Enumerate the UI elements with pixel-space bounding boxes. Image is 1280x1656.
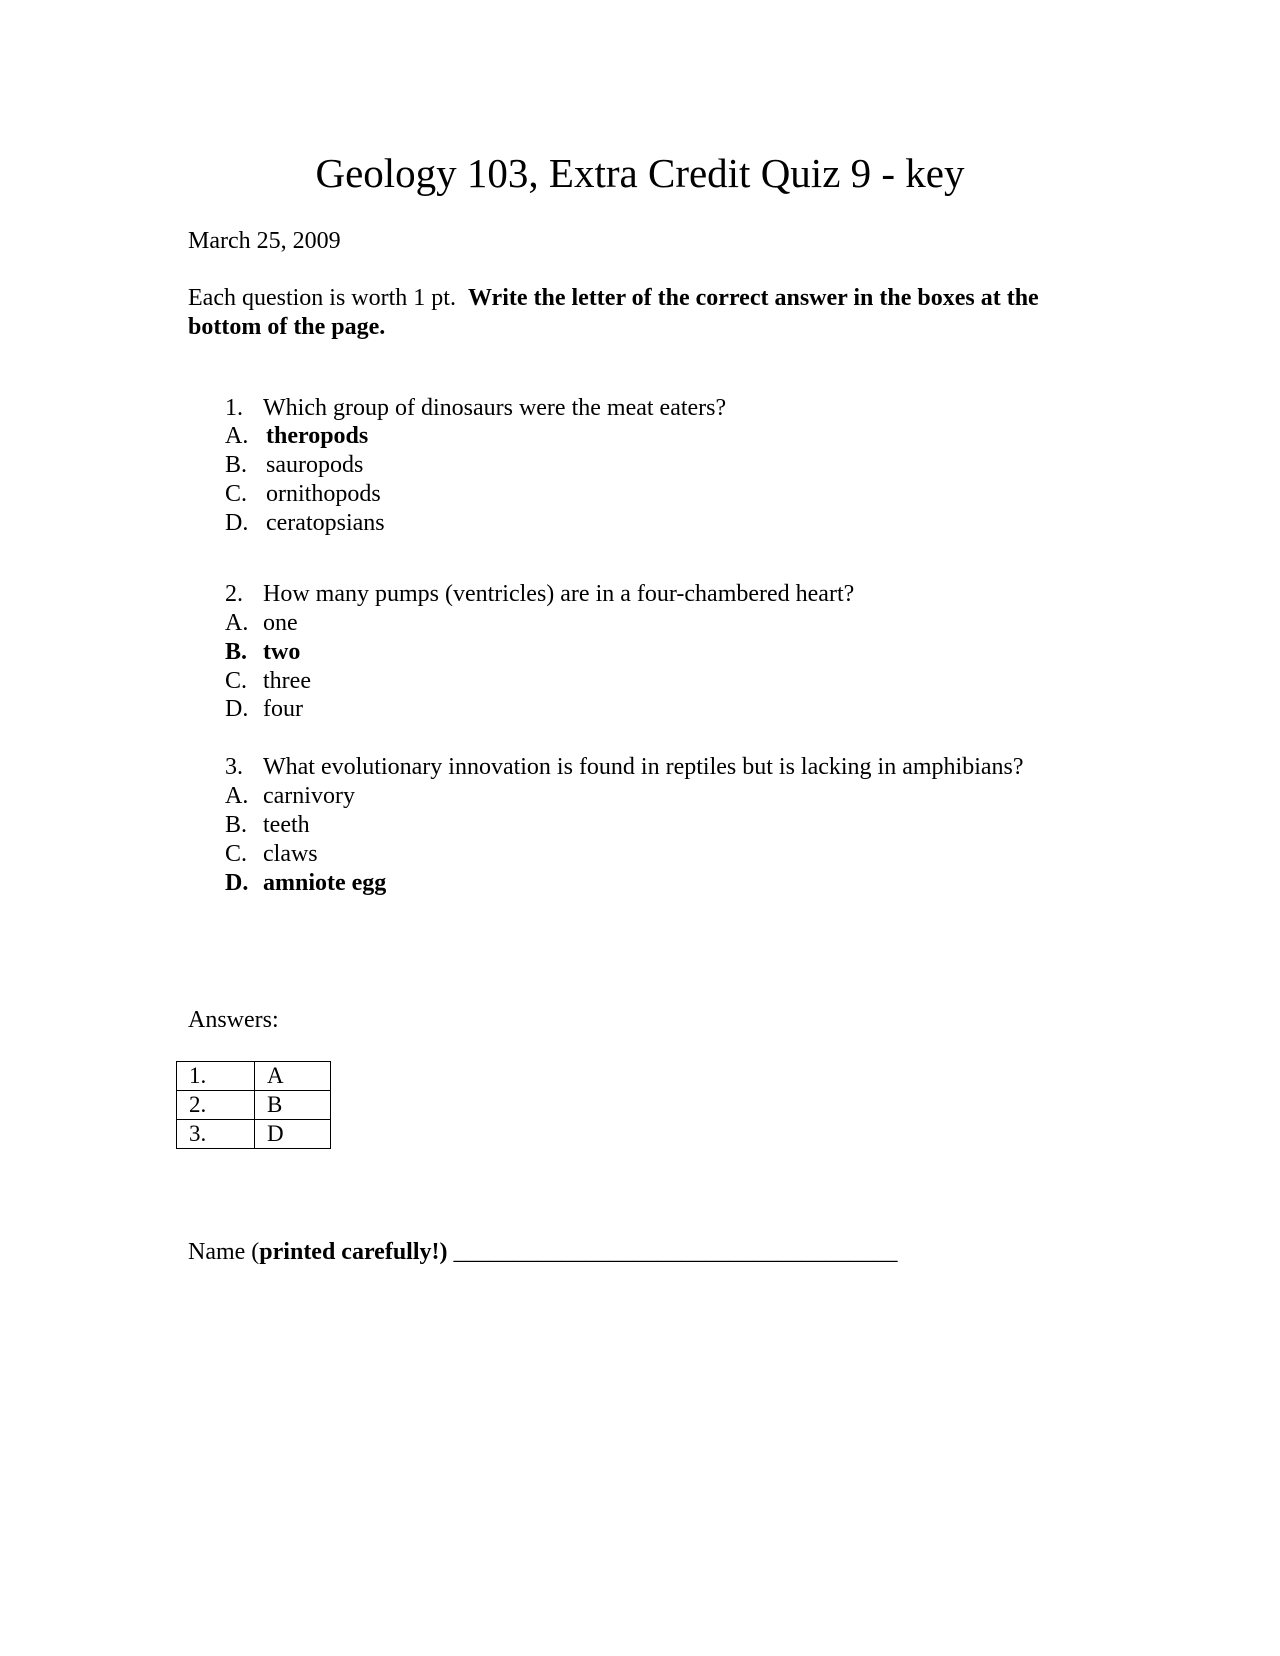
option-letter: A. — [225, 423, 249, 449]
question-3 — [225, 753, 1024, 781]
answers-table — [176, 1061, 331, 1149]
option-text: four — [263, 696, 303, 722]
option-text: claws — [263, 841, 318, 867]
question-1 — [225, 394, 726, 422]
option-1d — [225, 509, 385, 537]
name-line — [188, 1238, 898, 1266]
option-text: ceratopsians — [266, 510, 385, 536]
option-text: sauropods — [266, 452, 364, 478]
option-text: amniote egg — [263, 870, 387, 896]
table-row — [177, 1091, 331, 1120]
option-letter: B. — [225, 812, 248, 838]
instructions — [188, 284, 1108, 342]
option-text: theropods — [266, 423, 369, 449]
option-letter: C. — [225, 668, 248, 694]
answer-question-number: 2. — [177, 1091, 255, 1120]
question-number: 3. — [225, 754, 243, 780]
option-letter: B. — [225, 452, 248, 478]
option-letter: A. — [225, 610, 249, 636]
option-letter: D. — [225, 696, 249, 722]
name-label: Name ( — [188, 1239, 260, 1265]
question-number: 2. — [225, 581, 243, 607]
option-2a — [225, 609, 298, 637]
option-3d — [225, 869, 386, 897]
option-2c — [225, 667, 311, 695]
option-1c — [225, 480, 381, 508]
option-text: one — [263, 610, 298, 636]
answer-question-number: 3. — [177, 1120, 255, 1149]
option-text: teeth — [263, 812, 310, 838]
option-letter: B. — [225, 639, 248, 665]
option-1a — [225, 422, 368, 450]
option-1b — [225, 451, 363, 479]
option-text: three — [263, 668, 311, 694]
instructions-plain: Each question is worth 1 pt. — [188, 285, 456, 311]
instructions-bold: Write the letter of the correct answer in the boxes at the bottom of the page. — [188, 285, 1039, 340]
answers-label: Answers: — [188, 1007, 279, 1033]
option-text: carnivory — [263, 783, 355, 809]
option-letter: C. — [225, 841, 248, 867]
option-letter: D. — [225, 870, 249, 896]
answer-letter-box[interactable]: B — [255, 1091, 331, 1120]
option-letter: A. — [225, 783, 249, 809]
option-2b — [225, 638, 300, 666]
option-letter: D. — [225, 510, 249, 536]
question-number: 1. — [225, 395, 243, 421]
question-text: Which group of dinosaurs were the meat eaters? — [263, 395, 727, 421]
option-2d — [225, 695, 303, 723]
question-text: What evolutionary innovation is found in reptiles but is lacking in amphibians? — [263, 754, 1024, 780]
page-title: Geology 103, Extra Credit Quiz 9 - key — [315, 150, 965, 196]
quiz-date: March 25, 2009 — [188, 228, 341, 254]
option-3a — [225, 782, 355, 810]
option-3b — [225, 811, 310, 839]
table-row — [177, 1120, 331, 1149]
answer-letter-box[interactable]: A — [255, 1062, 331, 1091]
name-blank[interactable]: _____________________________________ — [447, 1239, 898, 1265]
answer-question-number: 1. — [177, 1062, 255, 1091]
option-letter: C. — [225, 481, 248, 507]
option-text: two — [263, 639, 301, 665]
name-label-bold: printed carefully!) — [259, 1239, 448, 1265]
answer-letter-box[interactable]: D — [255, 1120, 331, 1149]
option-3c — [225, 840, 318, 868]
question-2 — [225, 580, 854, 608]
question-text: How many pumps (ventricles) are in a four-chambered heart? — [263, 581, 855, 607]
table-row — [177, 1062, 331, 1091]
option-text: ornithopods — [266, 481, 381, 507]
